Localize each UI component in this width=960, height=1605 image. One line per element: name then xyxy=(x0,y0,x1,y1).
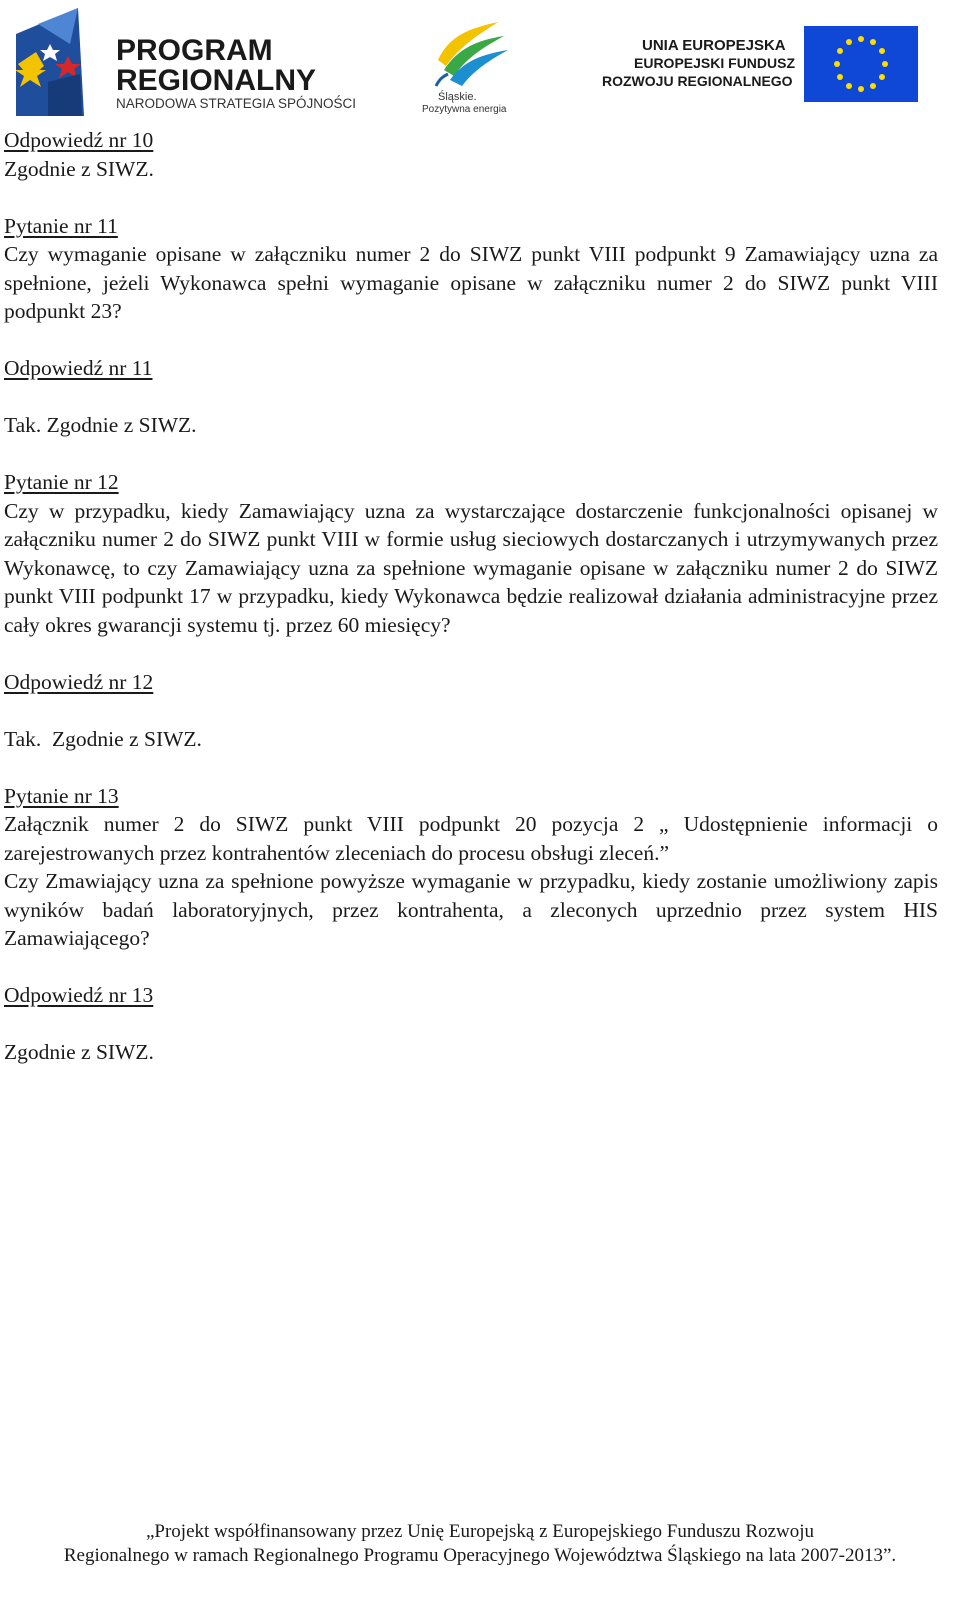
question-13-heading: Pytanie nr 13 xyxy=(4,783,119,808)
answer-12-heading: Odpowiedź nr 12 xyxy=(4,669,154,694)
answer-11-text: Tak. Zgodnie z SIWZ. xyxy=(4,413,197,437)
question-12-text: Czy w przypadku, kiedy Zamawiający uzna za wystarczające dostarczenie funkcjonalności opisanej w załączniku numer 2 do SIWZ punkt VIII w formie usług sieciowych dostarczanych i utrzymywanych przez Wykonawcę, to czy Zamawiający uzna za spełnione wymaganie opisane w załączniku numer 2 do SIWZ punkt VIII podpunkt 17 w przypadku, kiedy Wykonawca będzie realizował działania administracyjne przez cały okres gwarancji systemu tj. przez 60 miesięcy? xyxy=(4,498,938,637)
question-13-text-2: Czy Zmawiający uzna za spełnione powyższe wymaganie w przypadku, kiedy zostanie umożliwiony zapis wyników badań laboratoryjnych, przez kontrahenta, a zleconych uprzednio przez system HIS Zamawiającego? xyxy=(4,869,938,950)
document-body xyxy=(4,126,938,1067)
eu-logo xyxy=(600,20,940,106)
program-logo-line3: NARODOWA STRATEGIA SPÓJNOŚCI xyxy=(116,96,357,111)
answer-10-text: Zgodnie z SIWZ. xyxy=(4,156,154,181)
eu-logo-line1: UNIA EUROPEJSKA xyxy=(642,37,786,54)
slaskie-waves-icon xyxy=(436,22,508,86)
program-regionalny-logo xyxy=(8,4,358,122)
page-footer xyxy=(0,1520,960,1568)
program-logo-line2: REGIONALNY xyxy=(116,64,317,97)
answer-13-text: Zgodnie z SIWZ. xyxy=(4,1040,154,1064)
footer-line-1: „Projekt współfinansowany przez Unię Europejską z Europejskiego Funduszu Rozwoju xyxy=(145,1521,814,1542)
eu-logo-line2: EUROPEJSKI FUNDUSZ xyxy=(634,55,796,71)
answer-12-text: Tak. Zgodnie z SIWZ. xyxy=(4,726,202,751)
answer-11-heading: Odpowiedź nr 11 xyxy=(4,356,153,380)
slaskie-logo-line1: Śląskie. xyxy=(438,91,477,103)
eu-logo-line3: ROZWOJU REGIONALNEGO xyxy=(602,73,793,89)
question-11-text: Czy wymaganie opisane w załączniku numer 2 do SIWZ punkt VIII podpunkt 9 Zamawiający uzna za spełnione, jeżeli Wykonawca spełni wymaganie opisane w załączniku numer 2 do SIWZ punkt VIII podpunkt 23? xyxy=(4,242,938,323)
eu-flag-icon xyxy=(804,26,918,102)
program-regionalny-emblem-icon xyxy=(15,8,84,116)
slaskie-logo xyxy=(420,14,520,116)
question-11-heading: Pytanie nr 11 xyxy=(4,213,118,238)
footer-line-2: Regionalnego w ramach Regionalnego Programu Operacyjnego Województwa Śląskiego na lata 2007-2013”. xyxy=(63,1545,897,1566)
answer-10-heading: Odpowiedź nr 10 xyxy=(4,128,154,152)
program-logo-line1: PROGRAM xyxy=(116,34,273,67)
slaskie-logo-line2: Pozytywna energia xyxy=(422,104,507,115)
answer-13-heading: Odpowiedź nr 13 xyxy=(4,983,154,1007)
question-13-text-1: Załącznik numer 2 do SIWZ punkt VIII podpunkt 20 pozycja 2 „ Udostępnienie informacji o zarejestrowanych przez kontrahentów zleceniach do procesu obsługi zleceń.” xyxy=(4,812,938,865)
question-12-heading: Pytanie nr 12 xyxy=(4,470,119,494)
page-header xyxy=(0,0,960,125)
